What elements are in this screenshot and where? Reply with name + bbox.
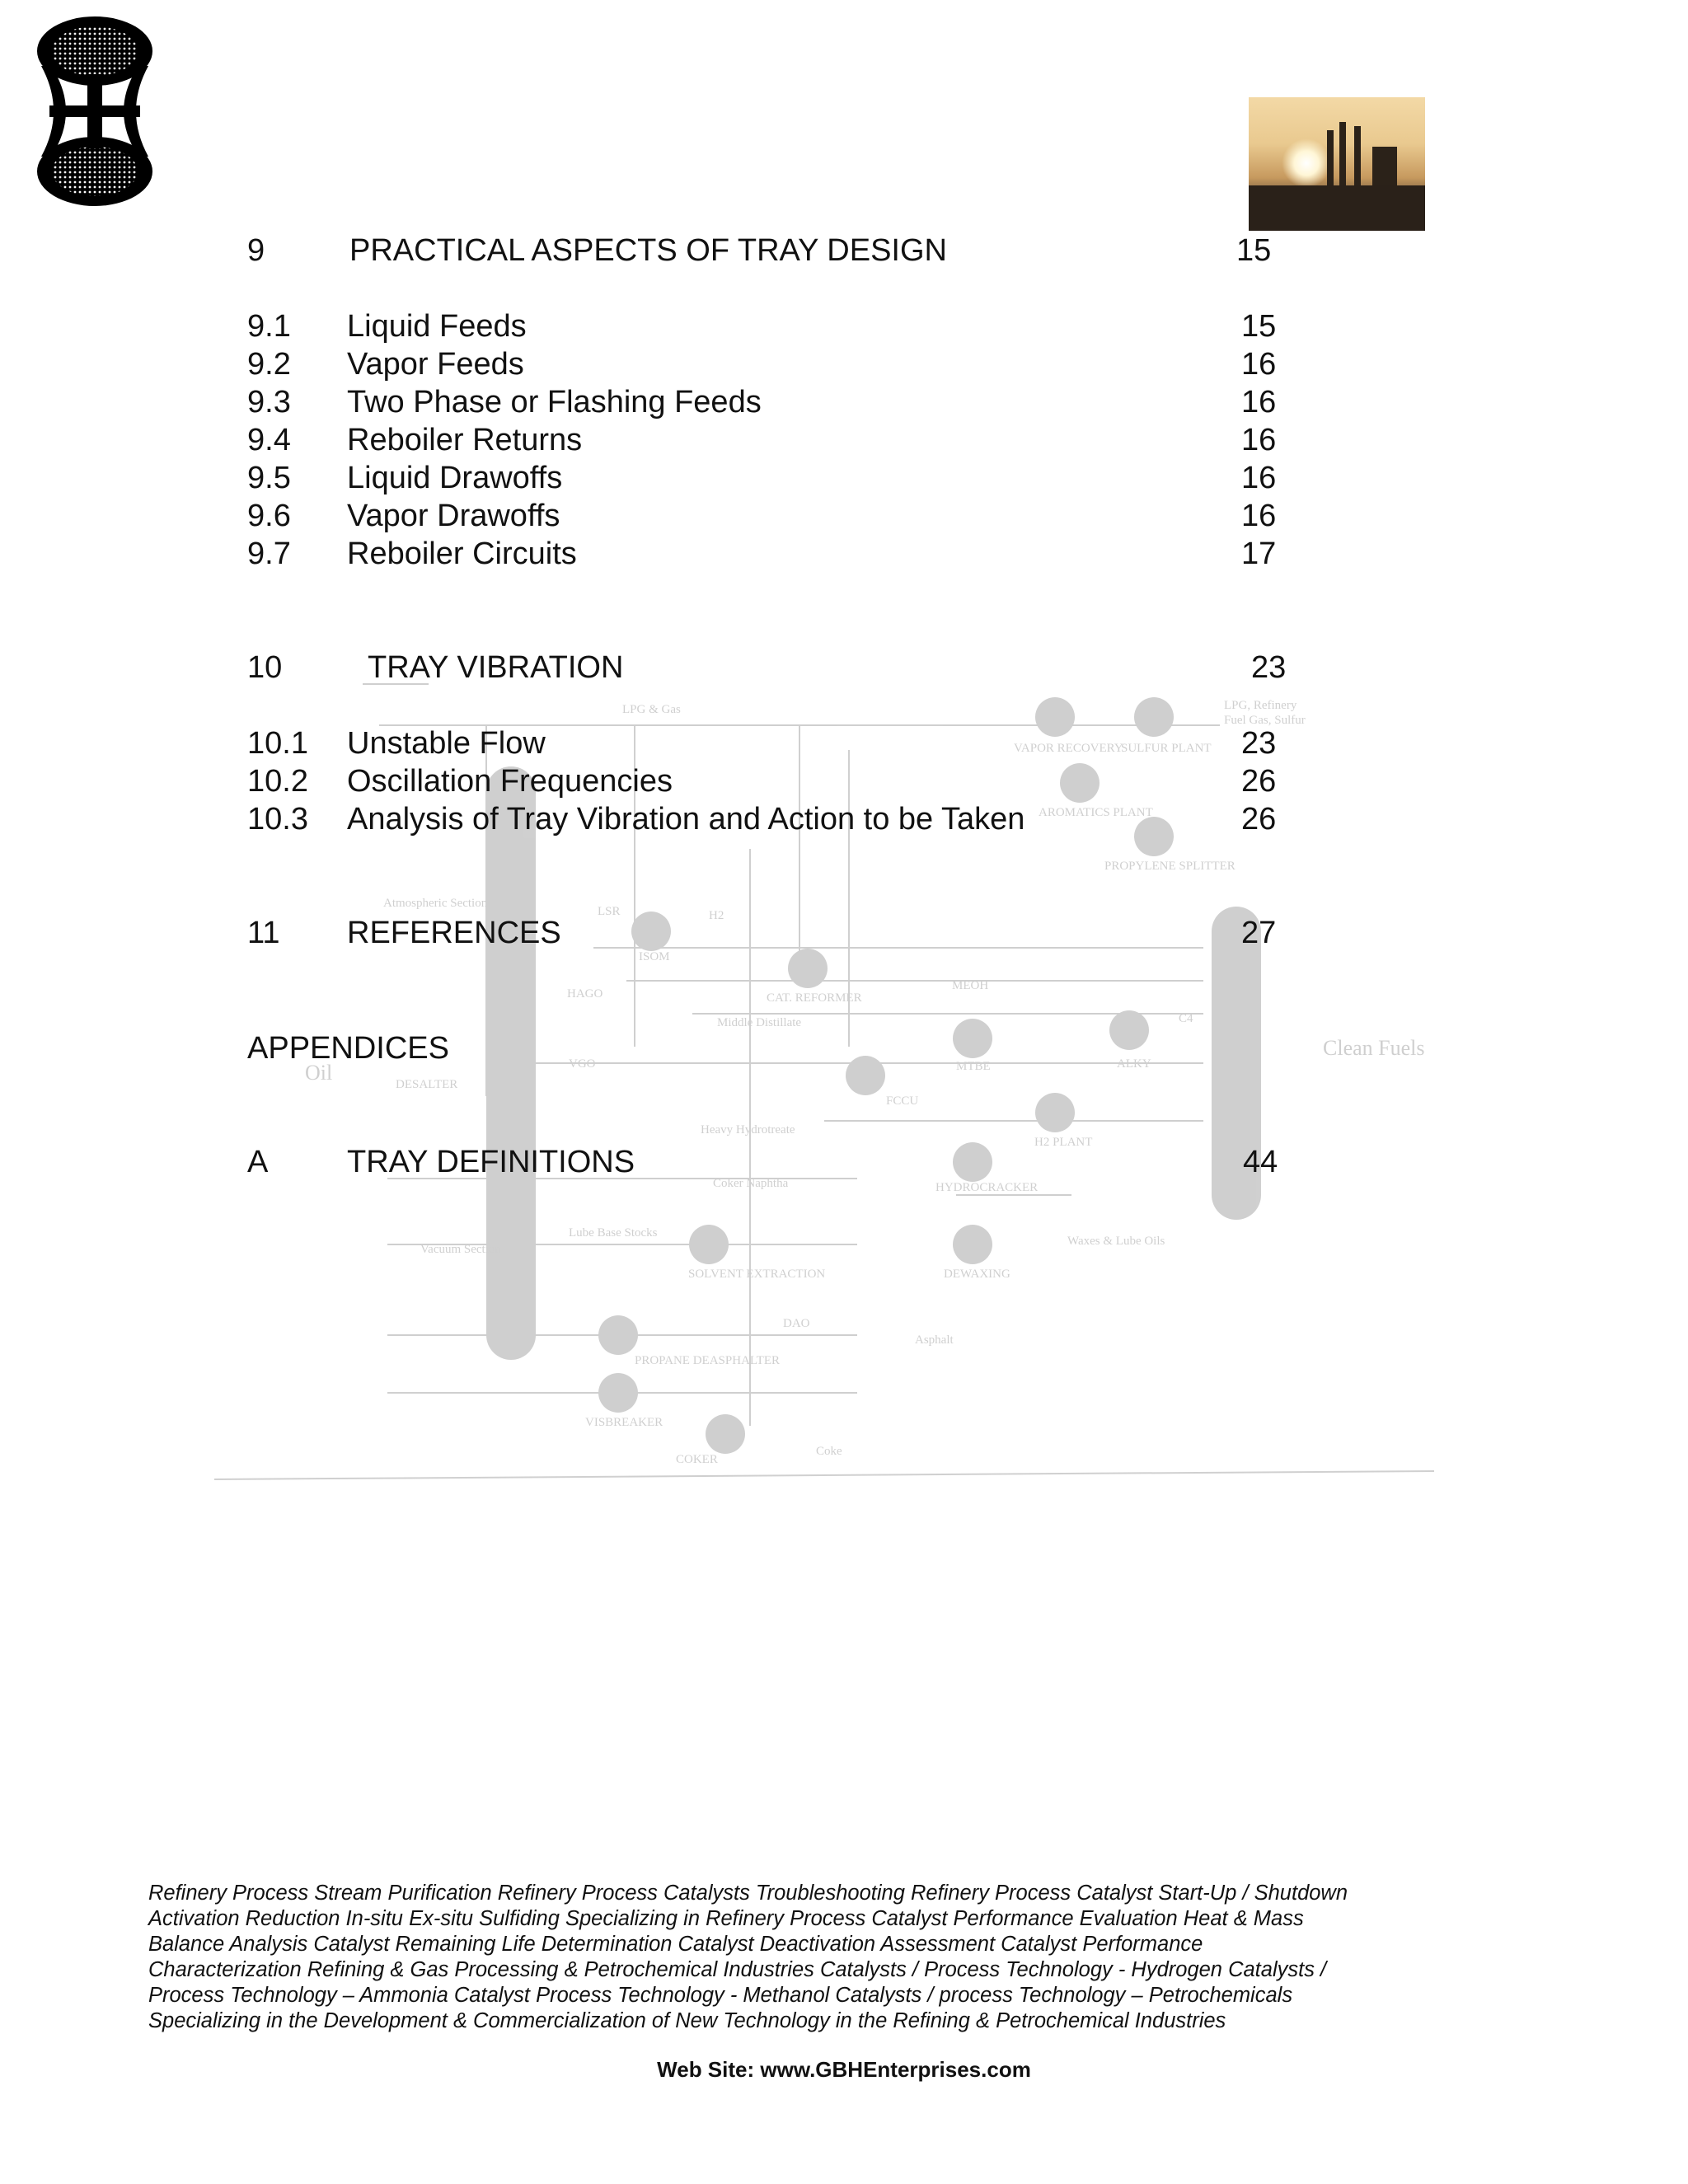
toc-page: 23 bbox=[1251, 650, 1287, 685]
diagram-label: HYDROCRACKER bbox=[935, 1181, 1039, 1194]
diagram-label: Atmospheric Section bbox=[383, 897, 488, 910]
diagram-label: HAGO bbox=[567, 987, 603, 1001]
diagram-label: Fuel Gas, Sulfur bbox=[1224, 714, 1306, 727]
toc-page: 23 bbox=[1241, 726, 1277, 761]
toc-number: 10.2 bbox=[247, 764, 308, 799]
diagram-label: Middle Distillate bbox=[717, 1016, 802, 1029]
diagram-label: DESALTER bbox=[396, 1078, 458, 1091]
diagram-label: Coker Naphtha bbox=[713, 1177, 789, 1190]
toc-number: A bbox=[247, 1145, 269, 1179]
diagram-label: PROPANE DEASPHALTER bbox=[635, 1354, 781, 1367]
toc-number: 11 bbox=[247, 916, 280, 950]
diagram-label: SULFUR PLANT bbox=[1121, 742, 1212, 755]
diagram-label: Oil bbox=[305, 1061, 333, 1085]
diagram-label: Coke bbox=[816, 1445, 842, 1458]
toc-number: 9.7 bbox=[247, 537, 291, 571]
footer-website: Web Site: www.GBHEnterprises.com bbox=[657, 2057, 1031, 2082]
toc-title: Vapor Drawoffs bbox=[347, 499, 560, 533]
diagram-label: LPG, Refinery bbox=[1224, 699, 1297, 712]
diagram-label: AROMATICS PLANT bbox=[1039, 806, 1153, 819]
toc-title: Two Phase or Flashing Feeds bbox=[347, 385, 762, 419]
toc-title: Liquid Drawoffs bbox=[347, 461, 563, 495]
diagram-label: MEOH bbox=[952, 979, 989, 992]
toc-number: 10.1 bbox=[247, 726, 308, 761]
toc-page: 26 bbox=[1241, 764, 1277, 799]
toc-page: 16 bbox=[1241, 423, 1277, 457]
toc-page: 16 bbox=[1241, 385, 1277, 419]
diagram-label: LSR bbox=[598, 905, 621, 918]
ground bbox=[1249, 185, 1425, 231]
refinery-unit bbox=[1372, 147, 1397, 188]
toc-page: 16 bbox=[1241, 499, 1277, 533]
diagram-label: Clean Fuels bbox=[1323, 1036, 1425, 1060]
diagram-label: H2 PLANT bbox=[1034, 1136, 1093, 1149]
toc-number: 10.3 bbox=[247, 802, 308, 837]
diagram-label: PROPYLENE SPLITTER bbox=[1104, 860, 1236, 873]
diagram-label: LPG & Gas bbox=[622, 703, 681, 716]
refinery-photo bbox=[1249, 97, 1425, 231]
diagram-label: DEWAXING bbox=[944, 1268, 1010, 1281]
toc-page: 16 bbox=[1241, 461, 1277, 495]
toc-number: 9.5 bbox=[247, 461, 291, 495]
toc-title: TRAY DEFINITIONS bbox=[347, 1145, 635, 1179]
toc-number: 9.2 bbox=[247, 347, 291, 382]
toc-title: Oscillation Frequencies bbox=[347, 764, 673, 799]
diagram-label: Lube Base Stocks bbox=[569, 1226, 658, 1240]
diagram-label: ISOM bbox=[639, 950, 670, 963]
toc-title: Reboiler Returns bbox=[347, 423, 583, 457]
toc-number: 9.4 bbox=[247, 423, 291, 457]
toc-heading: APPENDICES bbox=[247, 1031, 449, 1066]
toc-page: 26 bbox=[1241, 802, 1277, 837]
diagram-label: COKER bbox=[676, 1453, 718, 1466]
toc-title: Liquid Feeds bbox=[347, 309, 527, 344]
toc-page: 44 bbox=[1243, 1145, 1278, 1179]
diagram-label: SOLVENT EXTRACTION bbox=[688, 1268, 826, 1281]
sun-glow bbox=[1282, 138, 1331, 188]
diagram-label: Asphalt bbox=[915, 1333, 954, 1347]
diagram-label: MTBE bbox=[956, 1060, 991, 1073]
diagram-label: C4 bbox=[1179, 1012, 1193, 1025]
toc-title: REFERENCES bbox=[347, 916, 561, 950]
footer-services-text: Refinery Process Stream Purification Refinery Process Catalysts Troubleshooting Refinery Process Catalyst Start-Up / Shutdown Activation Reduction In-situ Ex-situ Sulfiding Specializing in Refinery Process Catalyst Performance Evaluation Heat & Mass Balance Analysis Catalyst Remaining Life Determination Catalyst Deactivation Assessment Catalyst Performance Characterization Refining & Gas Processing & Petrochemical Industries Catalysts / Process Technology - Hydrogen Catalysts / Process Technology – Ammonia Catalyst Process Technology - Methanol Catalysts / process Technology – Petrochemicals Specializing in the Development & Commercialization of New Technology in the Refining & Petrochemical Industries bbox=[148, 1882, 1348, 2032]
toc-page: 15 bbox=[1236, 233, 1272, 268]
company-logo bbox=[33, 16, 157, 206]
toc-page: 17 bbox=[1241, 537, 1277, 571]
diagram-label: Vacuum Section bbox=[420, 1243, 501, 1256]
diagram-label: CAT. REFORMER bbox=[767, 991, 862, 1005]
diagram-label: VISBREAKER bbox=[585, 1416, 663, 1429]
diagram-label: H2 bbox=[709, 909, 724, 922]
toc-number: 9.3 bbox=[247, 385, 291, 419]
toc-number: 9 bbox=[247, 233, 265, 268]
toc-number: 10 bbox=[247, 650, 283, 685]
toc-title: TRAY VIBRATION bbox=[368, 650, 624, 685]
diagram-label: ALKY bbox=[1117, 1057, 1151, 1071]
toc-title: Vapor Feeds bbox=[347, 347, 524, 382]
toc-page: 27 bbox=[1241, 916, 1277, 950]
diagram-label: Heavy Hydrotreate bbox=[701, 1123, 795, 1137]
toc-page: 16 bbox=[1241, 347, 1277, 382]
toc-title: Unstable Flow bbox=[347, 726, 546, 761]
toc-title: Reboiler Circuits bbox=[347, 537, 577, 571]
diagram-label: DAO bbox=[783, 1317, 810, 1330]
diagram-label: Waxes & Lube Oils bbox=[1067, 1235, 1165, 1248]
diagram-label: VAPOR RECOVERY bbox=[1014, 742, 1123, 755]
toc-title: Analysis of Tray Vibration and Action to be Taken bbox=[347, 802, 1025, 837]
diagram-label: FCCU bbox=[886, 1094, 919, 1108]
toc-number: 9.1 bbox=[247, 309, 291, 344]
toc-page: 15 bbox=[1241, 309, 1277, 344]
toc-title: PRACTICAL ASPECTS OF TRAY DESIGN bbox=[349, 233, 947, 268]
diagram-label: VGO bbox=[569, 1057, 596, 1071]
toc-number: 9.6 bbox=[247, 499, 291, 533]
